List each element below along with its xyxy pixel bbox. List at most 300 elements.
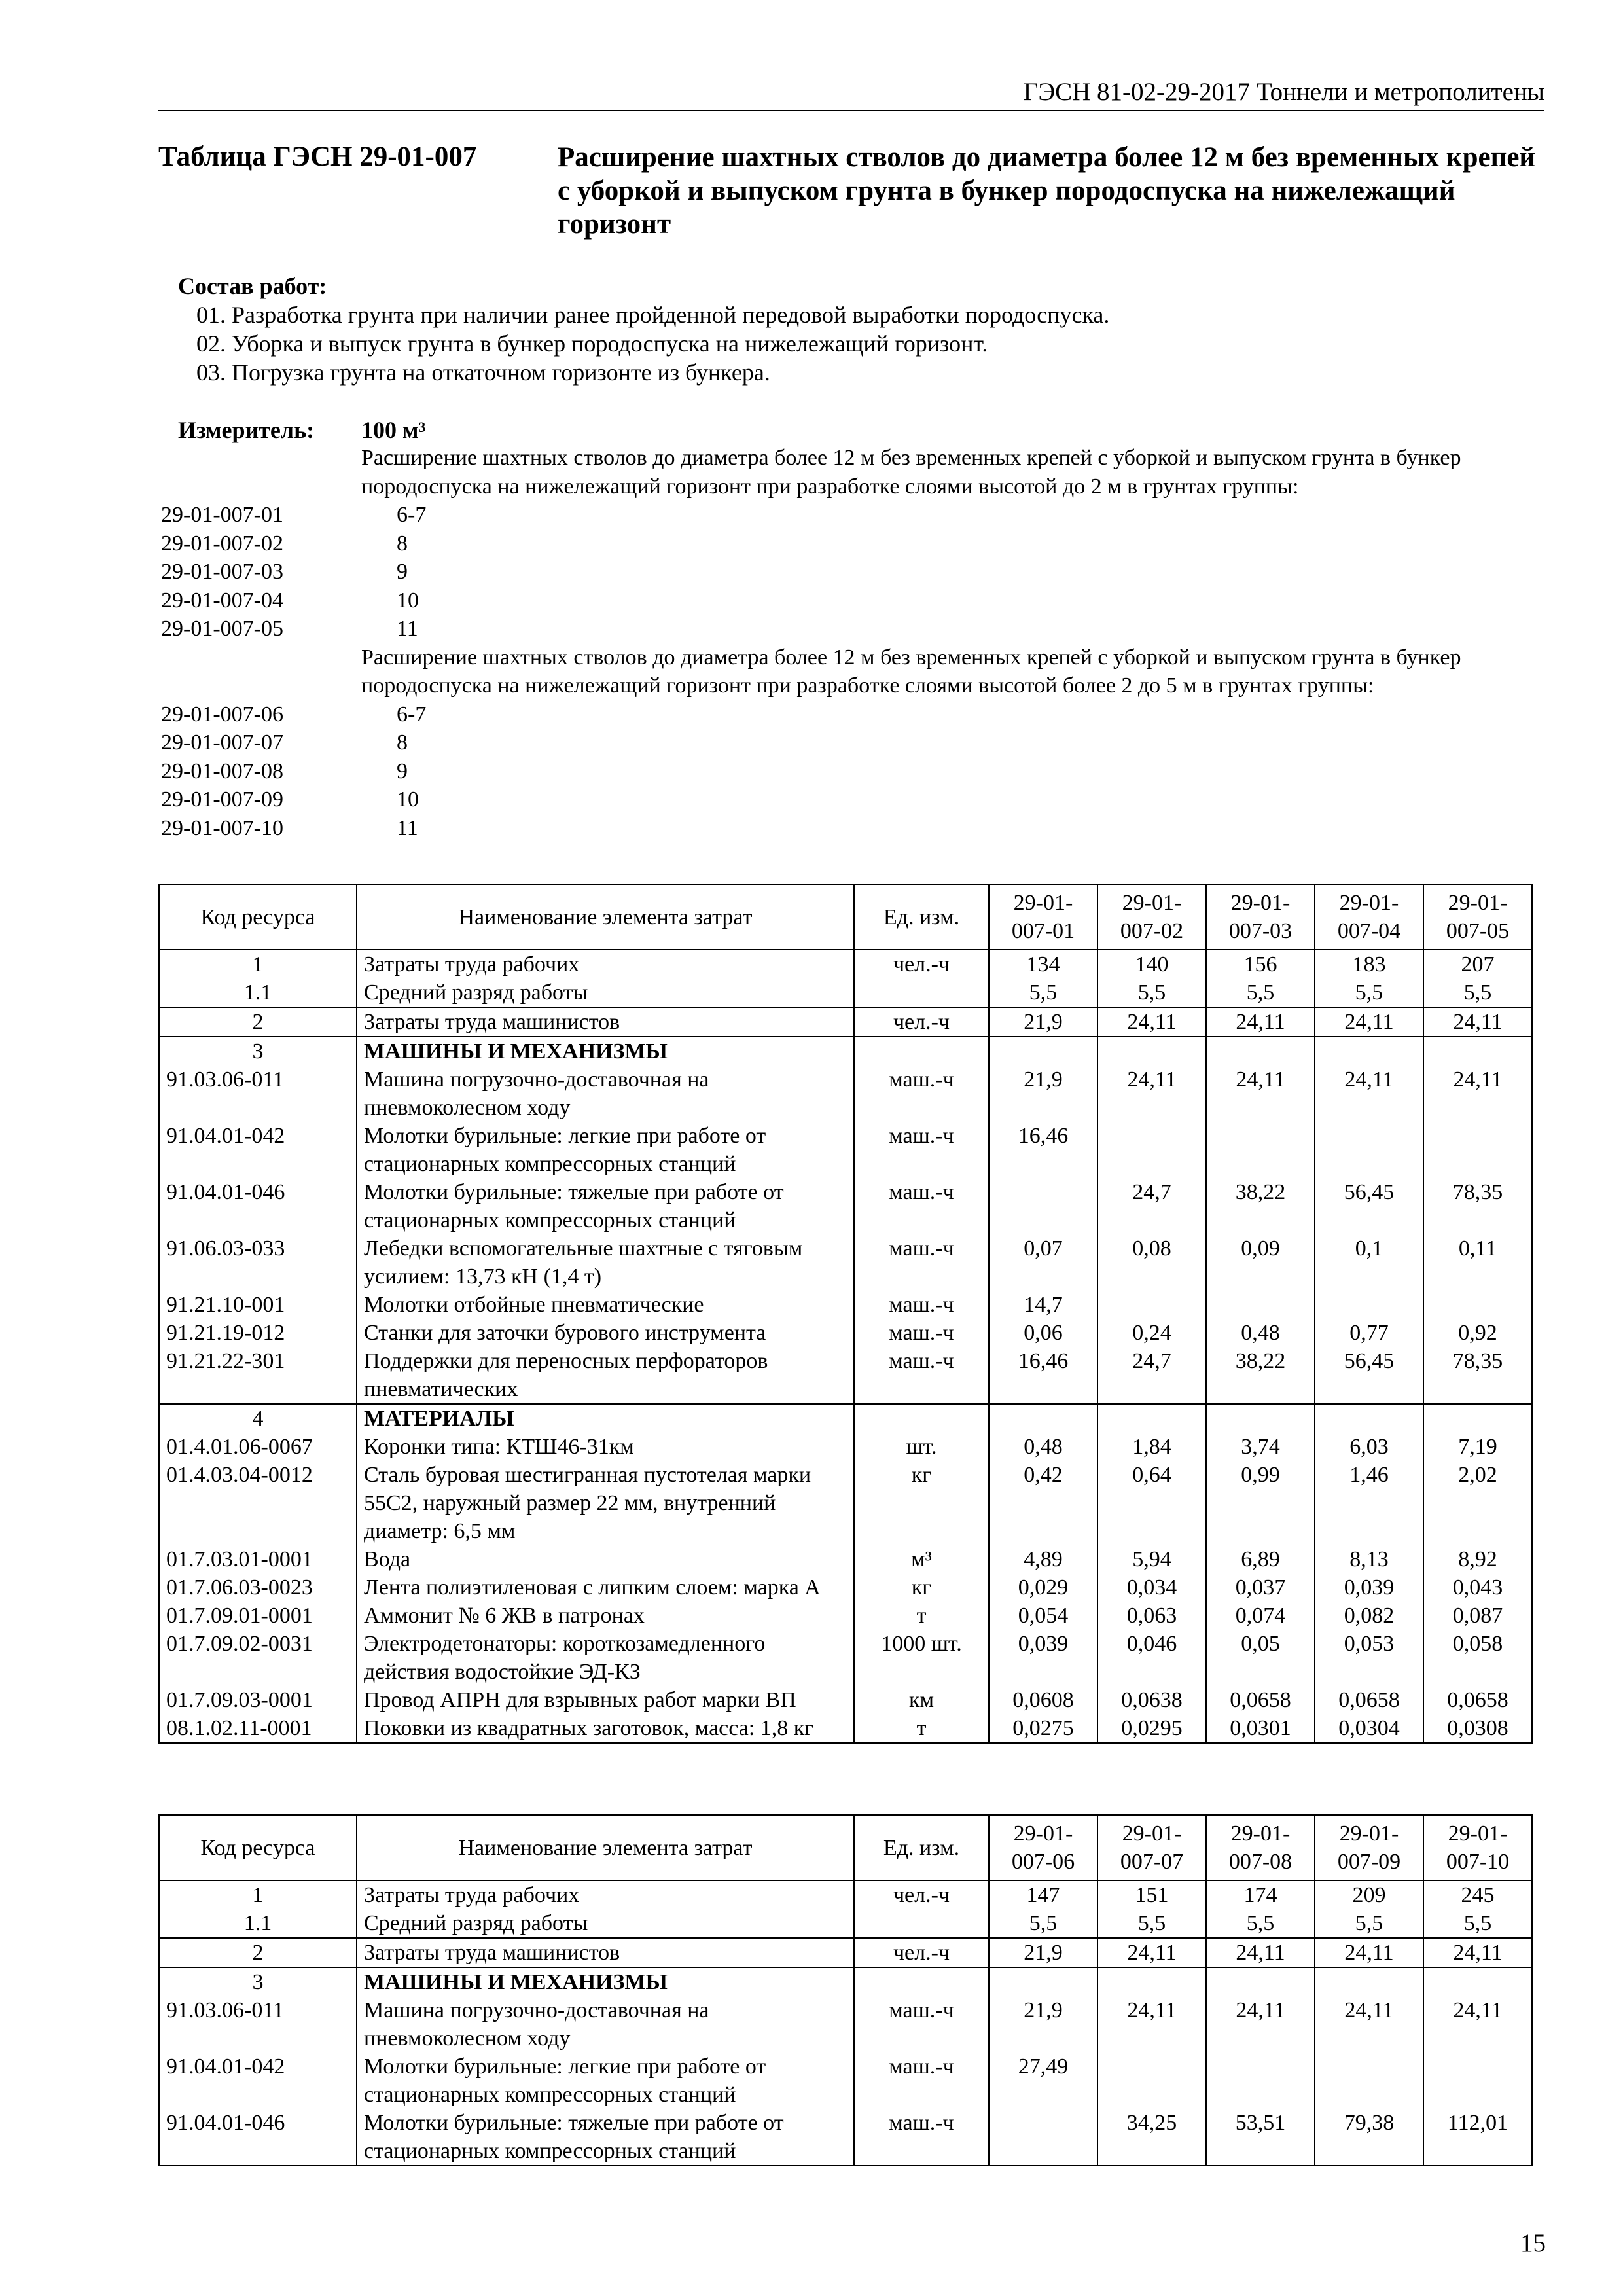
resource-value: 0,48 [989,1433,1097,1461]
resource-unit: 1000 шт. [854,1630,989,1686]
resource-unit: шт. [854,1433,989,1461]
table-row [159,1714,1532,1743]
resource-value: 174 [1206,1880,1315,1909]
resource-value: 24,7 [1097,1178,1206,1234]
resource-value: 0,034 [1097,1573,1206,1602]
soil-group: 8 [397,730,408,755]
resource-value: 0,64 [1097,1461,1206,1545]
soil-group: 8 [397,531,408,556]
resource-code: 91.21.19-012 [159,1319,357,1347]
norm-code-row [161,785,1535,814]
resource-unit [854,1037,989,1066]
resource-value: 5,5 [1315,1909,1423,1938]
resource-value: 2,02 [1423,1461,1532,1545]
resource-value [1423,1291,1532,1319]
norm-code-row [161,757,1535,786]
table-row [159,1545,1532,1573]
resource-value: 0,053 [1315,1630,1423,1686]
resource-value [1206,1291,1315,1319]
resource-value: 0,029 [989,1573,1097,1602]
resource-value: 0,0658 [1315,1686,1423,1714]
resource-value [1423,1122,1532,1178]
resource-code: 01.7.06.03-0023 [159,1573,357,1602]
column-header-norm: 29-01-007-04 [1315,884,1423,950]
resource-unit: чел.-ч [854,1880,989,1909]
resource-value: 0,92 [1423,1319,1532,1347]
resource-value: 0,77 [1315,1319,1423,1347]
norm-code-row [161,615,1535,643]
resource-unit: м³ [854,1545,989,1573]
soil-group: 10 [397,588,419,613]
resource-name: Средний разряд работы [357,978,854,1007]
resource-value [1315,1122,1423,1178]
resource-value: 38,22 [1206,1347,1315,1404]
resource-value: 0,0308 [1423,1714,1532,1743]
resource-code: 1 [159,1880,357,1909]
table-row [159,1319,1532,1347]
resource-value [1097,1037,1206,1066]
norm-code: 29-01-007-04 [161,588,283,613]
resource-value [989,1967,1097,1996]
resource-name: Молотки бурильные: легкие при работе от стационарных компрессорных станций [357,2053,854,2109]
resource-name: Средний разряд работы [357,1909,854,1938]
resource-value: 24,11 [1097,1007,1206,1037]
resource-value: 6,89 [1206,1545,1315,1573]
resource-unit: км [854,1686,989,1714]
column-header-norm: 29-01-007-07 [1097,1815,1206,1880]
table-row [159,1037,1532,1066]
resource-value: 1,84 [1097,1433,1206,1461]
soil-group: 6-7 [397,503,427,527]
resource-value [1206,2053,1315,2109]
resource-value: 5,5 [1097,978,1206,1007]
resource-value: 5,5 [989,978,1097,1007]
work-item: 02. Уборка и выпуск грунта в бункер породоспуска на нижележащий горизонт. [196,331,988,357]
resource-value [1423,1404,1532,1433]
resource-code: 01.4.03.04-0012 [159,1461,357,1545]
column-header-norm: 29-01-007-02 [1097,884,1206,950]
resource-value: 0,087 [1423,1602,1532,1630]
resource-name: Затраты труда машинистов [357,1938,854,1967]
resource-value: 0,0658 [1206,1686,1315,1714]
work-item: 03. Погрузка грунта на откаточном горизонте из бункера. [196,359,770,386]
resource-value: 147 [989,1880,1097,1909]
resource-value [1097,2053,1206,2109]
resource-unit: чел.-ч [854,1938,989,1967]
resource-value: 1,46 [1315,1461,1423,1545]
resource-value: 24,11 [1206,1996,1315,2053]
soil-group: 10 [397,787,419,812]
resource-value: 5,94 [1097,1545,1206,1573]
resource-value: 151 [1097,1880,1206,1909]
resource-code: 91.04.01-046 [159,2109,357,2166]
resource-unit: маш.-ч [854,1234,989,1291]
resource-value: 5,5 [1206,978,1315,1007]
resource-value: 24,11 [1097,1996,1206,2053]
resource-value: 24,11 [1315,1938,1423,1967]
resource-value: 0,0658 [1423,1686,1532,1714]
resource-unit: маш.-ч [854,1347,989,1404]
resource-value [1097,1967,1206,1996]
resource-value: 7,19 [1423,1433,1532,1461]
resource-value [1315,1037,1423,1066]
resource-value: 0,24 [1097,1319,1206,1347]
soil-group: 11 [397,617,418,641]
resource-value: 79,38 [1315,2109,1423,2166]
norm-code: 29-01-007-10 [161,816,283,840]
resource-code: 2 [159,1007,357,1037]
resource-unit: чел.-ч [854,950,989,978]
table-row [159,1602,1532,1630]
resource-value: 24,11 [1206,1007,1315,1037]
resource-value: 134 [989,950,1097,978]
resource-value: 0,058 [1423,1630,1532,1686]
resource-value: 0,074 [1206,1602,1315,1630]
resource-value [1206,1122,1315,1178]
resource-value: 5,5 [1423,978,1532,1007]
norm-code-row [161,814,1535,843]
resource-name: Молотки бурильные: легкие при работе от стационарных компрессорных станций [357,1122,854,1178]
resource-value: 16,46 [989,1122,1097,1178]
table-row [159,1686,1532,1714]
resource-value [1315,1291,1423,1319]
resource-value [1206,1037,1315,1066]
resource-code: 1.1 [159,1909,357,1938]
resource-code: 91.03.06-011 [159,1996,357,2053]
resource-value: 156 [1206,950,1315,978]
table-row [159,1909,1532,1938]
resource-code: 1 [159,950,357,978]
column-header-norm: 29-01-007-09 [1315,1815,1423,1880]
resource-unit: маш.-ч [854,1319,989,1347]
column-header-unit: Ед. изм. [854,1815,989,1880]
resource-code: 91.21.10-001 [159,1291,357,1319]
header-rule [158,110,1544,111]
resource-table-2 [158,1814,1533,2166]
column-header-norm: 29-01-007-10 [1423,1815,1532,1880]
table-title: Расширение шахтных стволов до диаметра более 12 м без временных крепей с уборкой и выпуском грунта в бункер породоспуска на нижележащий горизонт [558,142,1536,240]
resource-name: Вода [357,1545,854,1573]
resource-unit [854,978,989,1007]
resource-value: 0,06 [989,1319,1097,1347]
resource-value: 0,082 [1315,1602,1423,1630]
resource-value [989,2109,1097,2166]
page-number: 15 [1520,2229,1546,2257]
resource-name: Поковки из квадратных заготовок, масса: 1,8 кг [357,1714,854,1743]
resource-value: 0,0275 [989,1714,1097,1743]
table-row [159,2109,1532,2166]
resource-value: 24,11 [1315,1007,1423,1037]
resource-value: 0,48 [1206,1319,1315,1347]
table-row [159,1066,1532,1122]
resource-value: 140 [1097,950,1206,978]
resource-table-1 [158,884,1533,1744]
resource-name: Затраты труда рабочих [357,1880,854,1909]
resource-value: 0,1 [1315,1234,1423,1291]
resource-value: 0,054 [989,1602,1097,1630]
code-list [161,444,1535,842]
resource-value: 0,07 [989,1234,1097,1291]
norm-code-row [161,529,1535,558]
table-row [159,1630,1532,1686]
resource-name: Лента полиэтиленовая с липким слоем: марка А [357,1573,854,1602]
resource-name: Сталь буровая шестигранная пустотелая марки 55С2, наружный размер 22 мм, внутренний диаметр: 6,5 мм [357,1461,854,1545]
resource-value: 0,0638 [1097,1686,1206,1714]
resource-value: 245 [1423,1880,1532,1909]
soil-group: 11 [397,816,418,840]
resource-name: Станки для заточки бурового инструмента [357,1319,854,1347]
resource-code: 91.04.01-046 [159,1178,357,1234]
resource-value: 8,92 [1423,1545,1532,1573]
norm-code-row [161,501,1535,529]
resource-code: 2 [159,1938,357,1967]
resource-name: Затраты труда рабочих [357,950,854,978]
resource-value: 16,46 [989,1347,1097,1404]
resource-value: 8,13 [1315,1545,1423,1573]
resource-value [1315,1967,1423,1996]
resource-value: 112,01 [1423,2109,1532,2166]
resource-code: 91.21.22-301 [159,1347,357,1404]
unit-label: Измеритель: [178,417,315,443]
table-row [159,1347,1532,1404]
resource-value: 24,11 [1315,1066,1423,1122]
norm-code: 29-01-007-08 [161,759,283,783]
resource-value: 24,11 [1423,1938,1532,1967]
table-id: Таблица ГЭСН 29-01-007 [158,141,477,172]
resource-value [1315,1404,1423,1433]
resource-value: 21,9 [989,1996,1097,2053]
resource-unit: чел.-ч [854,1007,989,1037]
work-composition-label: Состав работ: [178,273,327,299]
resource-value: 27,49 [989,2053,1097,2109]
table-row [159,1880,1532,1909]
resource-value: 21,9 [989,1938,1097,1967]
table-row [159,1461,1532,1545]
table-row [159,1433,1532,1461]
resource-value: 24,11 [1206,1066,1315,1122]
resource-unit: т [854,1602,989,1630]
resource-value: 56,45 [1315,1347,1423,1404]
resource-value [989,1178,1097,1234]
resource-name: Затраты труда машинистов [357,1007,854,1037]
work-composition [178,272,1109,387]
resource-value: 53,51 [1206,2109,1315,2166]
resource-value: 0,09 [1206,1234,1315,1291]
table-row [159,1404,1532,1433]
resource-code: 01.4.01.06-0067 [159,1433,357,1461]
table-row [159,1234,1532,1291]
column-header-norm: 29-01-007-06 [989,1815,1097,1880]
resource-value [1206,1404,1315,1433]
resource-code: 1.1 [159,978,357,1007]
table-row [159,2053,1532,2109]
resource-value [1423,1967,1532,1996]
resource-unit: маш.-ч [854,1996,989,2053]
column-header-code: Код ресурса [159,1815,357,1880]
resource-value [989,1037,1097,1066]
resource-code: 91.03.06-011 [159,1066,357,1122]
table-row [159,1007,1532,1037]
resource-value: 5,5 [1097,1909,1206,1938]
resource-name: Электродетонаторы: короткозамедленного действия водостойкие ЭД-КЗ [357,1630,854,1686]
resource-value: 4,89 [989,1545,1097,1573]
norm-code-row [161,558,1535,586]
resource-value: 78,35 [1423,1178,1532,1234]
norm-code: 29-01-007-03 [161,560,283,584]
resource-value [1423,1037,1532,1066]
table-row [159,1178,1532,1234]
resource-value: 38,22 [1206,1178,1315,1234]
resource-value: 24,11 [1097,1938,1206,1967]
resource-value: 21,9 [989,1066,1097,1122]
resource-value: 24,11 [1423,1007,1532,1037]
column-header-code: Код ресурса [159,884,357,950]
resource-value: 24,11 [1206,1938,1315,1967]
resource-value [1423,2053,1532,2109]
norm-code: 29-01-007-09 [161,787,283,812]
resource-unit: т [854,1714,989,1743]
resource-value: 24,11 [1423,1066,1532,1122]
resource-value: 0,05 [1206,1630,1315,1686]
resource-value [989,1404,1097,1433]
resource-value: 24,11 [1423,1996,1532,2053]
resource-value: 5,5 [1423,1909,1532,1938]
table-row [159,1291,1532,1319]
resource-code: 01.7.09.03-0001 [159,1686,357,1714]
resource-value [1097,1122,1206,1178]
resource-value: 0,0304 [1315,1714,1423,1743]
norm-code-row [161,700,1535,729]
table-row [159,1573,1532,1602]
resource-value: 207 [1423,950,1532,978]
column-header-name: Наименование элемента затрат [357,1815,854,1880]
resource-value: 0,039 [1315,1573,1423,1602]
resource-value: 78,35 [1423,1347,1532,1404]
resource-code: 01.7.09.01-0001 [159,1602,357,1630]
resource-value: 14,7 [989,1291,1097,1319]
norm-code-row [161,586,1535,615]
resource-value [1097,1291,1206,1319]
resource-value: 56,45 [1315,1178,1423,1234]
resource-code: 91.04.01-042 [159,1122,357,1178]
resource-value: 24,7 [1097,1347,1206,1404]
resource-unit: маш.-ч [854,1122,989,1178]
resource-value: 24,11 [1097,1066,1206,1122]
resource-value: 209 [1315,1880,1423,1909]
column-header-norm: 29-01-007-03 [1206,884,1315,950]
resource-value: 0,42 [989,1461,1097,1545]
unit-value: 100 м³ [361,417,426,443]
resource-value: 3,74 [1206,1433,1315,1461]
resource-name: МАТЕРИАЛЫ [357,1404,854,1433]
group-description: Расширение шахтных стволов до диаметра более 12 м без временных крепей с уборкой и выпуском грунта в бункер породоспуска на нижележащий горизонт при разработке слоями высотой более 2 до 5 м в грунтах группы: [361,645,1461,698]
resource-value: 24,11 [1315,1996,1423,2053]
resource-code: 01.7.09.02-0031 [159,1630,357,1686]
norm-code: 29-01-007-05 [161,617,283,641]
norm-code: 29-01-007-01 [161,503,283,527]
soil-group: 9 [397,759,408,783]
resource-value: 0,063 [1097,1602,1206,1630]
resource-name: Лебедки вспомогательные шахтные с тяговым усилием: 13,73 кН (1,4 т) [357,1234,854,1291]
resource-name: Коронки типа: КТШ46-31км [357,1433,854,1461]
table-row [159,1967,1532,1996]
table-row [159,1996,1532,2053]
resource-name: Машина погрузочно-доставочная на пневмоколесном ходу [357,1066,854,1122]
resource-name: Молотки бурильные: тяжелые при работе от стационарных компрессорных станций [357,1178,854,1234]
norm-code: 29-01-007-06 [161,702,283,726]
column-header-norm: 29-01-007-08 [1206,1815,1315,1880]
resource-code: 91.04.01-042 [159,2053,357,2109]
resource-name: Молотки бурильные: тяжелые при работе от стационарных компрессорных станций [357,2109,854,2166]
resource-value [1206,1967,1315,1996]
work-item: 01. Разработка грунта при наличии ранее пройденной передовой выработки породоспуска. [196,302,1110,328]
resource-value: 0,11 [1423,1234,1532,1291]
resource-name: Провод АПРН для взрывных работ марки ВП [357,1686,854,1714]
resource-unit [854,1909,989,1938]
resource-value: 0,0608 [989,1686,1097,1714]
resource-name: МАШИНЫ И МЕХАНИЗМЫ [357,1967,854,1996]
table-row [159,978,1532,1007]
resource-unit [854,1967,989,1996]
resource-value: 0,043 [1423,1573,1532,1602]
resource-value [1097,1404,1206,1433]
resource-unit: маш.-ч [854,2109,989,2166]
resource-value: 0,0295 [1097,1714,1206,1743]
resource-value: 5,5 [1315,978,1423,1007]
resource-value: 183 [1315,950,1423,978]
resource-code: 01.7.03.01-0001 [159,1545,357,1573]
resource-code: 3 [159,1967,357,1996]
resource-code: 3 [159,1037,357,1066]
resource-unit: маш.-ч [854,2053,989,2109]
column-header-norm: 29-01-007-01 [989,884,1097,950]
resource-value: 6,03 [1315,1433,1423,1461]
soil-group: 9 [397,560,408,584]
table-row [159,1122,1532,1178]
soil-group: 6-7 [397,702,427,726]
resource-code: 08.1.02.11-0001 [159,1714,357,1743]
resource-unit: кг [854,1461,989,1545]
column-header-norm: 29-01-007-05 [1423,884,1532,950]
resource-unit [854,1404,989,1433]
resource-value: 34,25 [1097,2109,1206,2166]
resource-value: 21,9 [989,1007,1097,1037]
running-header: ГЭСН 81-02-29-2017 Тоннели и метрополитены [1023,78,1544,106]
resource-name: Поддержки для переносных перфораторов пневматических [357,1347,854,1404]
resource-name: Машина погрузочно-доставочная на пневмоколесном ходу [357,1996,854,2053]
resource-unit: маш.-ч [854,1291,989,1319]
resource-value: 5,5 [989,1909,1097,1938]
table-row [159,950,1532,978]
resource-name: Молотки отбойные пневматические [357,1291,854,1319]
column-header-unit: Ед. изм. [854,884,989,950]
resource-unit: маш.-ч [854,1066,989,1122]
resource-unit: кг [854,1573,989,1602]
column-header-name: Наименование элемента затрат [357,884,854,950]
resource-value: 0,039 [989,1630,1097,1686]
resource-name: МАШИНЫ И МЕХАНИЗМЫ [357,1037,854,1066]
resource-name: Аммонит № 6 ЖВ в патронах [357,1602,854,1630]
resource-value: 0,046 [1097,1630,1206,1686]
norm-code: 29-01-007-02 [161,531,283,556]
resource-value: 0,08 [1097,1234,1206,1291]
resource-value: 0,99 [1206,1461,1315,1545]
resource-value: 0,037 [1206,1573,1315,1602]
resource-value: 0,0301 [1206,1714,1315,1743]
group-description: Расширение шахтных стволов до диаметра более 12 м без временных крепей с уборкой и выпуском грунта в бункер породоспуска на нижележащий горизонт при разработке слоями высотой до 2 м в грунтах группы: [361,446,1461,499]
resource-value [1315,2053,1423,2109]
norm-code-row [161,728,1535,757]
